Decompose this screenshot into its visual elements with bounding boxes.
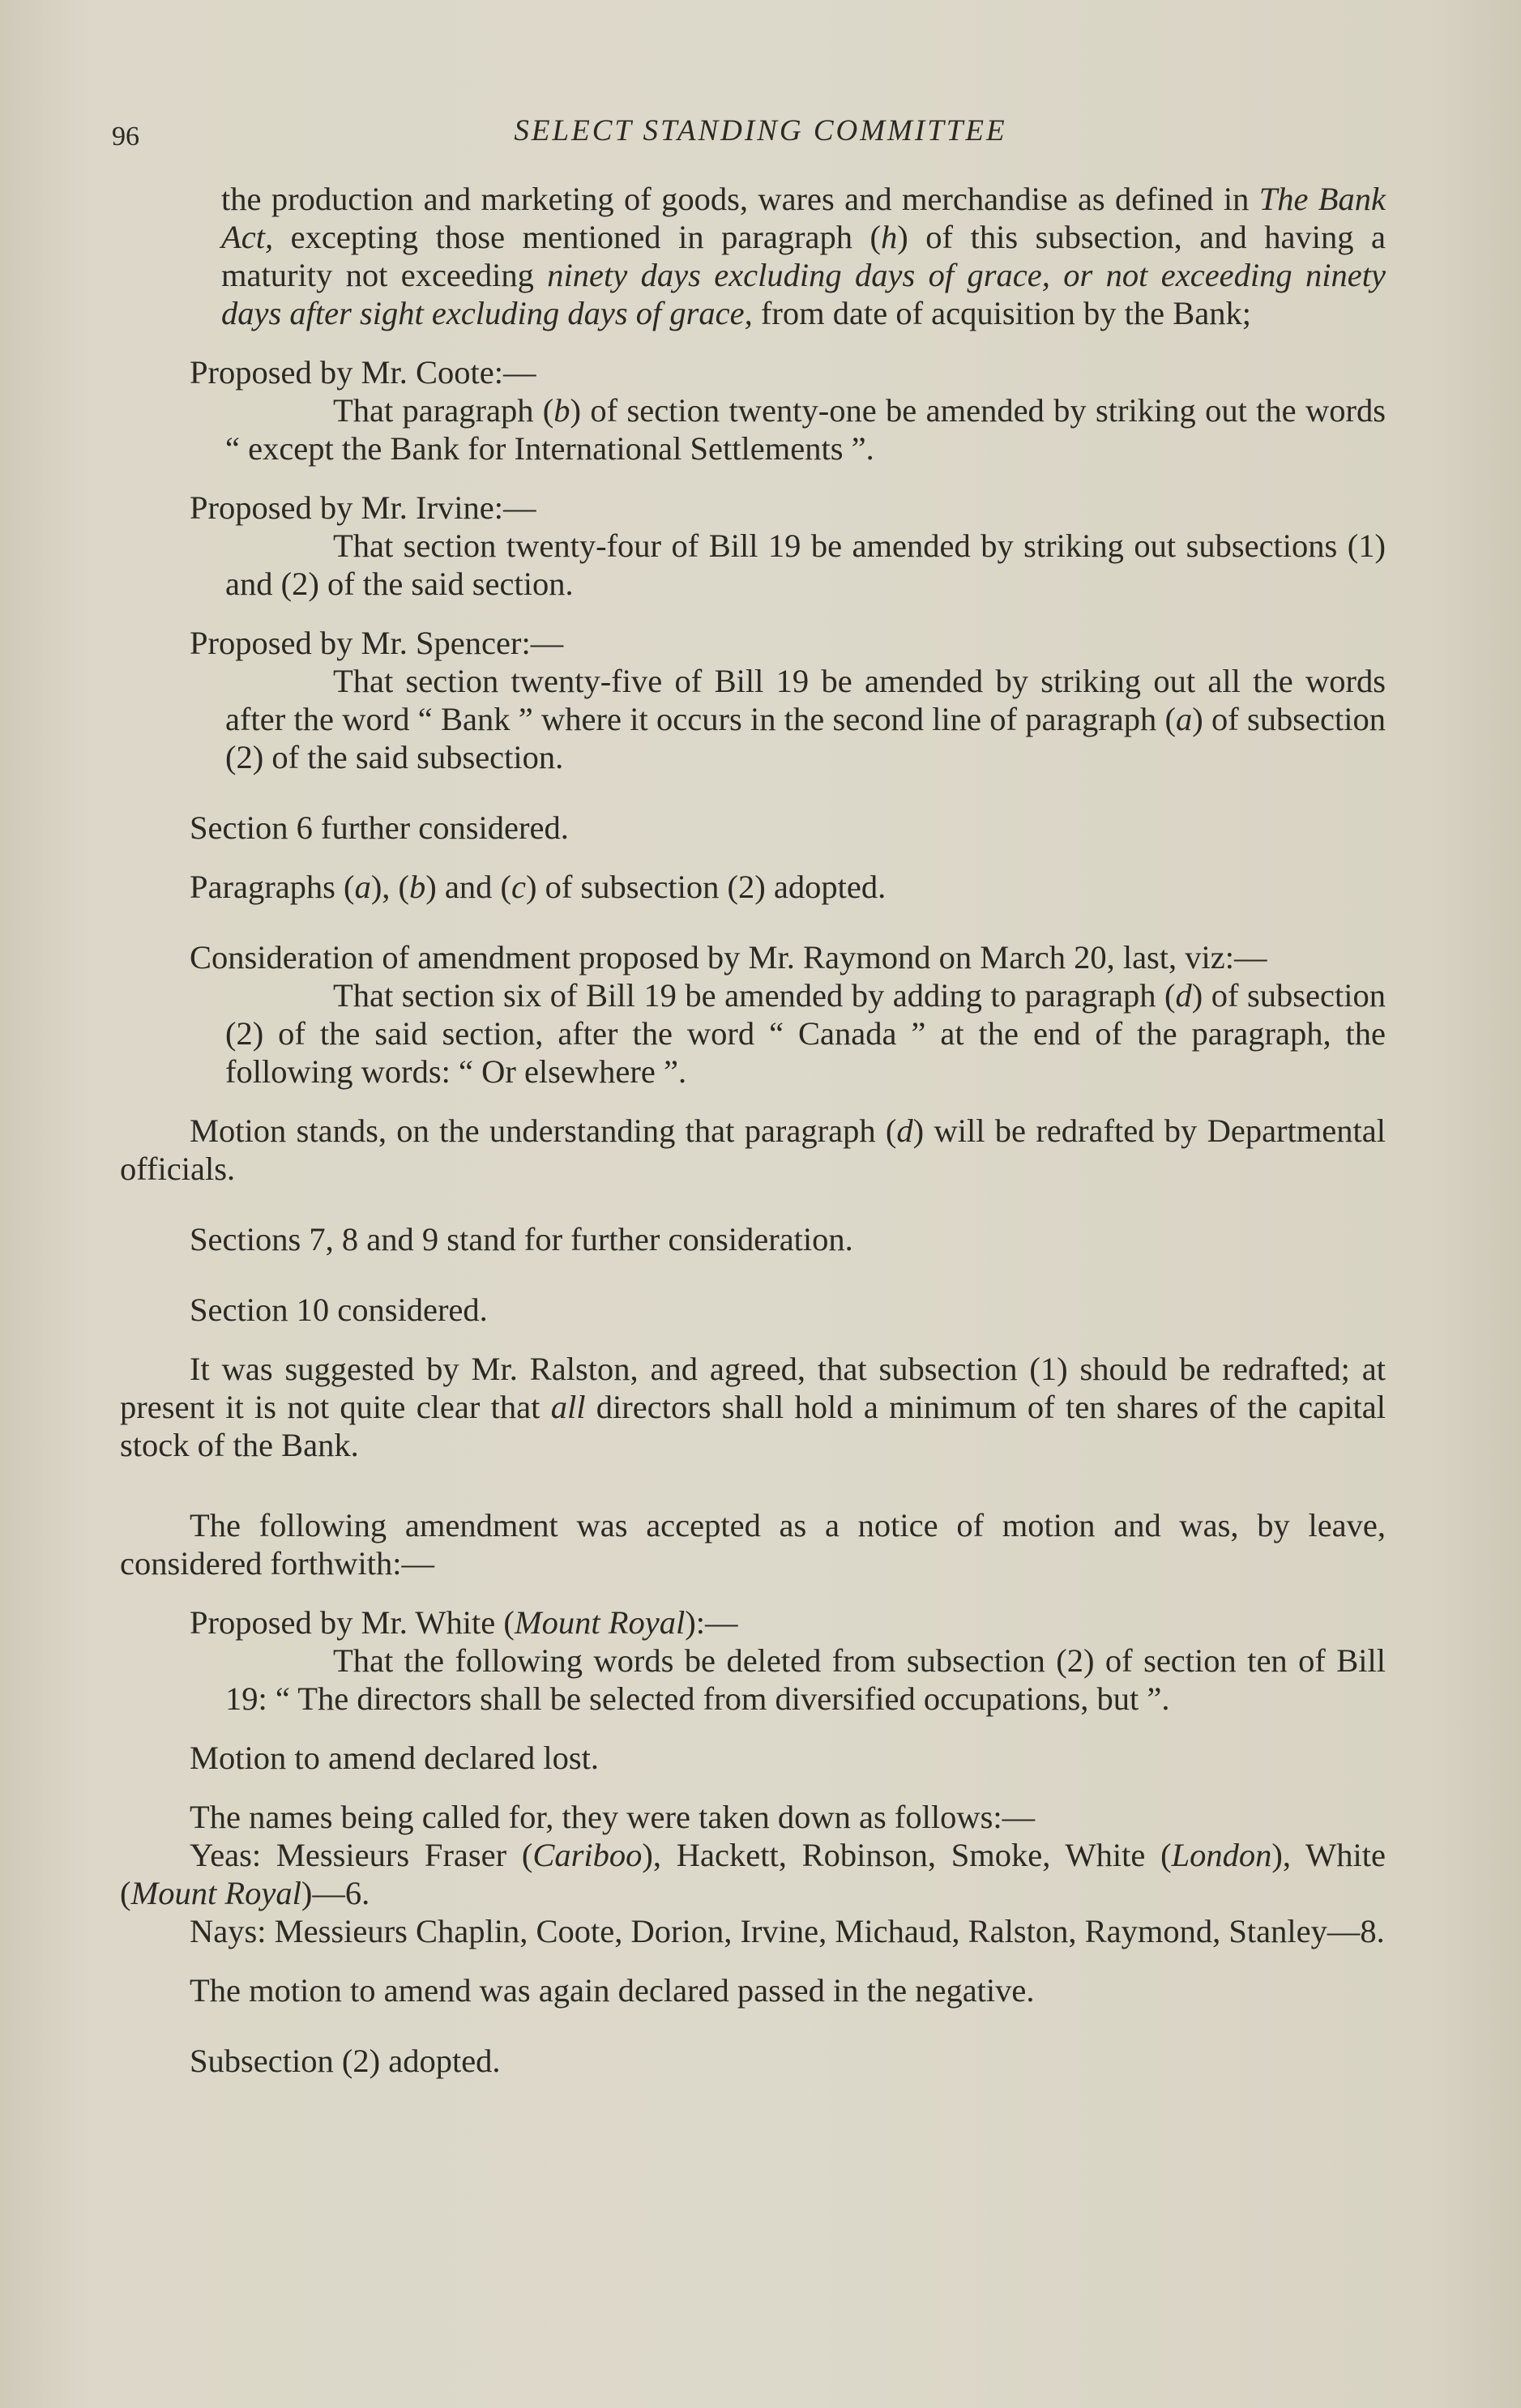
section-10-considered: Section 10 considered.: [190, 1292, 488, 1328]
proposer-coote: Proposed by Mr. Coote:—: [190, 354, 536, 391]
amendment-irvine: That section twenty-four of Bill 19 be amended by striking out subsections (1) and (2) of the said section.: [225, 527, 1386, 602]
page-header: [0, 113, 1521, 162]
ralston-suggestion: It was suggested by Mr. Ralston, and agreed, that subsection (1) should be redrafted; at present it is not quite clear that all directors shall hold a minimum of ten shares of the capital stock of the Bank.: [120, 1351, 1386, 1463]
section-6-considered: Section 6 further considered.: [190, 809, 569, 846]
amendment-coote: That paragraph (b) of section twenty-one be amended by striking out the words “ except the Bank for International Settlements ”.: [225, 392, 1386, 467]
body-text: [120, 180, 1386, 2080]
paragraph-bill-text: the production and marketing of goods, wares and merchandise as defined in The Bank Act, excepting those mentioned in paragraph (h) of this subsection, and having a maturity not exceeding ninety days excluding days of grace, or not exceeding ninety days after sight excluding days of grace, from date of acquisition by the Bank;: [221, 181, 1386, 331]
sections-stand: Sections 7, 8 and 9 stand for further consideration.: [190, 1221, 853, 1257]
nays-list: Nays: Messieurs Chaplin, Coote, Dorion, Irvine, Michaud, Ralston, Raymond, Stanley—8.: [190, 1913, 1385, 1949]
subsection-2-adopted: Subsection (2) adopted.: [190, 2043, 501, 2079]
proposer-irvine: Proposed by Mr. Irvine:—: [190, 489, 536, 526]
amendment-white: That the following words be deleted from subsection (2) of section ten of Bill 19: “ The directors shall be selected from diversified occupations, but ”.: [225, 1642, 1386, 1717]
amendment-raymond: That section six of Bill 19 be amended by adding to paragraph (d) of subsection (2) of the said section, after the word “ Canada ” at the end of the paragraph, the following words: “ Or elsewhere ”.: [225, 977, 1386, 1090]
proposer-spencer: Proposed by Mr. Spencer:—: [190, 625, 564, 661]
proposer-white: Proposed by Mr. White (Mount Royal):—: [190, 1604, 738, 1641]
names-called: The names being called for, they were taken down as follows:—: [190, 1799, 1036, 1835]
paragraphs-adopted: Paragraphs (a), (b) and (c) of subsection (2) adopted.: [190, 869, 887, 905]
amendment-spencer: That section twenty-five of Bill 19 be amended by striking out all the words after the word “ Bank ” where it occurs in the second line of paragraph (a) of subsection (2) of the said subsection.: [225, 663, 1386, 775]
raymond-amendment-consideration: Consideration of amendment proposed by Mr. Raymond on March 20, last, viz:—: [190, 939, 1267, 976]
motion-stands: Motion stands, on the understanding that paragraph (d) will be redrafted by Departmental officials.: [120, 1112, 1386, 1187]
yeas-list: Yeas: Messieurs Fraser (Cariboo), Hackett, Robinson, Smoke, White (London), White (Mount Royal)—6.: [120, 1837, 1386, 1911]
running-title: SELECT STANDING COMMITTEE: [514, 114, 1007, 147]
page-number: 96: [112, 122, 139, 152]
notice-of-motion: The following amendment was accepted as a notice of motion and was, by leave, considered forthwith:—: [120, 1507, 1386, 1582]
motion-negative: The motion to amend was again declared passed in the negative.: [190, 1972, 1035, 2009]
motion-lost: Motion to amend declared lost.: [190, 1740, 600, 1776]
